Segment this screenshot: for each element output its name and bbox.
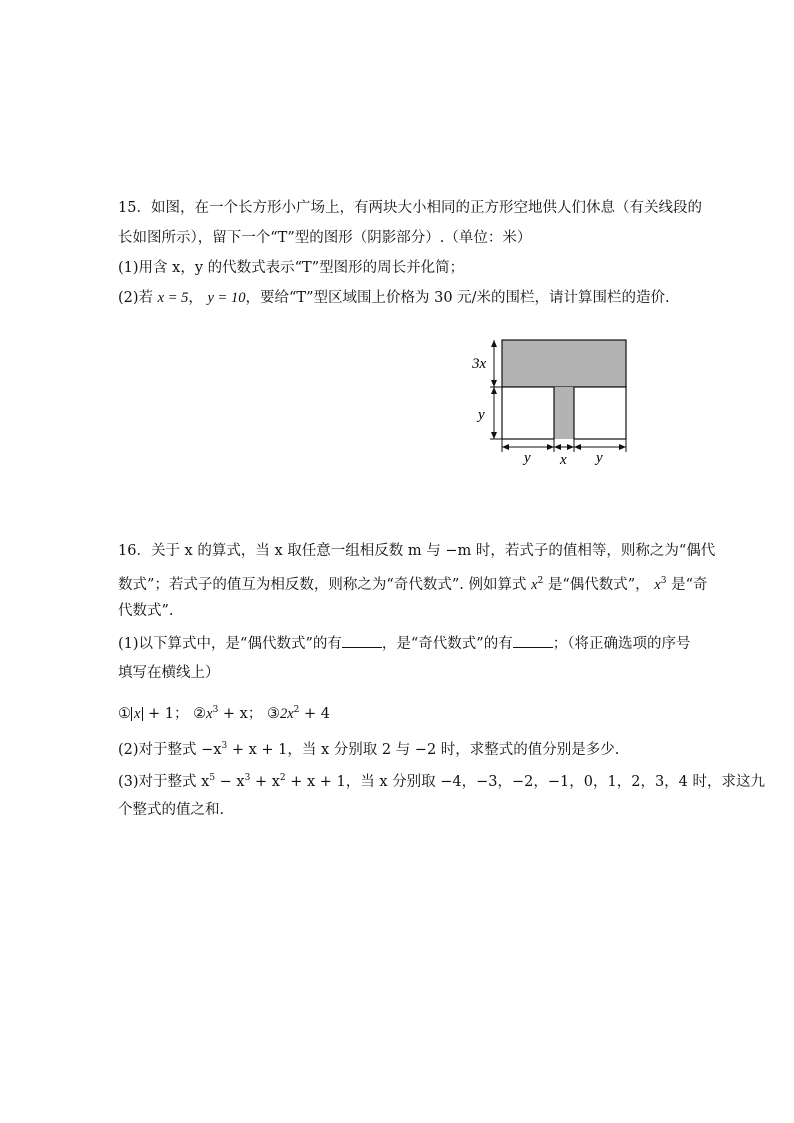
q16-sub3-text: − x (215, 773, 245, 790)
q15-sub2-suffix: ，要给“T”型区域围上价格为 30 元/米的围栏，请计算围栏的造价. (245, 290, 670, 306)
label-y-left: y (478, 407, 485, 423)
q16-sub1-text: ，是“奇代数式”的有 (381, 636, 513, 652)
option-1-rest: + 1； (143, 705, 189, 722)
q16-sub2-exp: 3 (221, 741, 228, 751)
odd-answer-blank[interactable] (513, 633, 553, 648)
q16-example-odd-exp: 3 (660, 576, 667, 586)
dim-arrow (491, 432, 497, 439)
label-y-bottom-right: y (596, 450, 603, 466)
label-y-bottom-left: y (524, 450, 531, 466)
q16-stem-line1: 16．关于 x 的算式，当 x 取任意一组相反数 m 与 −m 时，若式子的值相等，则称之为“偶代 (118, 543, 716, 559)
q15-sub2-y: y = 10 (207, 290, 246, 306)
option-2-rest: + x； (218, 705, 263, 722)
q16-sub1 (118, 633, 691, 654)
q16-sub3-text: + x (250, 773, 280, 790)
option-2-exp: 3 (212, 705, 219, 715)
q15-stem-line2: 长如图所示），留下一个“T”型的图形（阴影部分）.（单位：米） (118, 230, 532, 246)
label-x-bottom: x (560, 452, 567, 466)
q16-sub3-text: (3)对于整式 x (118, 773, 210, 790)
q16-sub1-text: (1)以下算式中，是“偶代数式”的有 (118, 636, 342, 652)
q16-sub3 (118, 768, 766, 792)
q16-sub1-text: ；（将正确选项的序号 (552, 636, 691, 652)
q16-sub2-text: (2)对于整式 −x (118, 741, 222, 758)
option-3-number: ③ (266, 705, 280, 722)
q15-sub2-sep: ， (188, 290, 208, 306)
option-2-number: ② (193, 705, 207, 722)
q16-sub3-exp: 2 (279, 773, 286, 783)
q16-example-even-exp: 2 (537, 576, 544, 586)
option-3-exp: 2 (293, 705, 300, 715)
q16-example-even: x (531, 576, 538, 593)
q16-options (118, 700, 688, 724)
q16-sub3-line2: 个整式的值之和. (118, 802, 225, 818)
dim-arrow (554, 444, 561, 450)
q15-sub2 (118, 288, 688, 308)
q16-stem-text: 数式”；若式子的值互为相反数，则称之为“奇代数式”. 例如算式 (118, 576, 532, 593)
q16-stem-text: 是“偶代数式”， (543, 576, 655, 593)
dim-arrow (491, 387, 497, 394)
q16-sub2 (118, 736, 688, 760)
dim-arrow (491, 380, 497, 387)
q16-sub1-line2: 填写在横线上） (118, 665, 220, 681)
t-shape-figure (468, 330, 638, 466)
q16-sub3-text: + x + 1，当 x 分别取 −4，−3，−2，−1，0，1，2，3，4 时，求这九 (285, 773, 766, 790)
dim-arrow (574, 444, 581, 450)
even-answer-blank[interactable] (342, 633, 382, 648)
right-square (574, 387, 626, 439)
dim-arrow (567, 444, 574, 450)
shaded-top-band (502, 340, 626, 387)
dim-arrow (502, 444, 509, 450)
option-3-rest: + 4 (299, 705, 330, 722)
q15-sub2-x: x = 5 (157, 290, 189, 306)
q16-example-odd: x (654, 576, 661, 593)
q16-stem-text: 是“奇 (666, 576, 708, 593)
label-3x: 3x (472, 356, 487, 372)
q15-sub1: (1)用含 x，y 的代数式表示“T”型图形的周长并化简； (118, 260, 465, 276)
q16-sub2-text: + x + 1，当 x 分别取 2 与 −2 时，求整式的值分别是多少. (227, 741, 620, 758)
option-1-number: ① (118, 705, 131, 722)
q15-sub2-prefix: (2)若 (118, 290, 158, 306)
q16-sub3-exp: 3 (244, 773, 251, 783)
q15-stem-line1: 15．如图，在一个长方形小广场上，有两块大小相同的正方形空地供人们休息（有关线段的 (118, 200, 702, 216)
dim-arrow (491, 340, 497, 347)
q16-stem-line3: 代数式”. (118, 603, 174, 619)
left-square (502, 387, 554, 439)
option-2-expr: x (206, 705, 213, 722)
option-1-abs: x (131, 707, 143, 721)
q16-stem-line2 (118, 571, 708, 595)
dim-arrow (547, 444, 554, 450)
dim-arrow (619, 444, 626, 450)
option-3-expr: 2x (279, 705, 294, 722)
q16-sub3-exp: 5 (209, 773, 216, 783)
shaded-stem (554, 387, 574, 439)
